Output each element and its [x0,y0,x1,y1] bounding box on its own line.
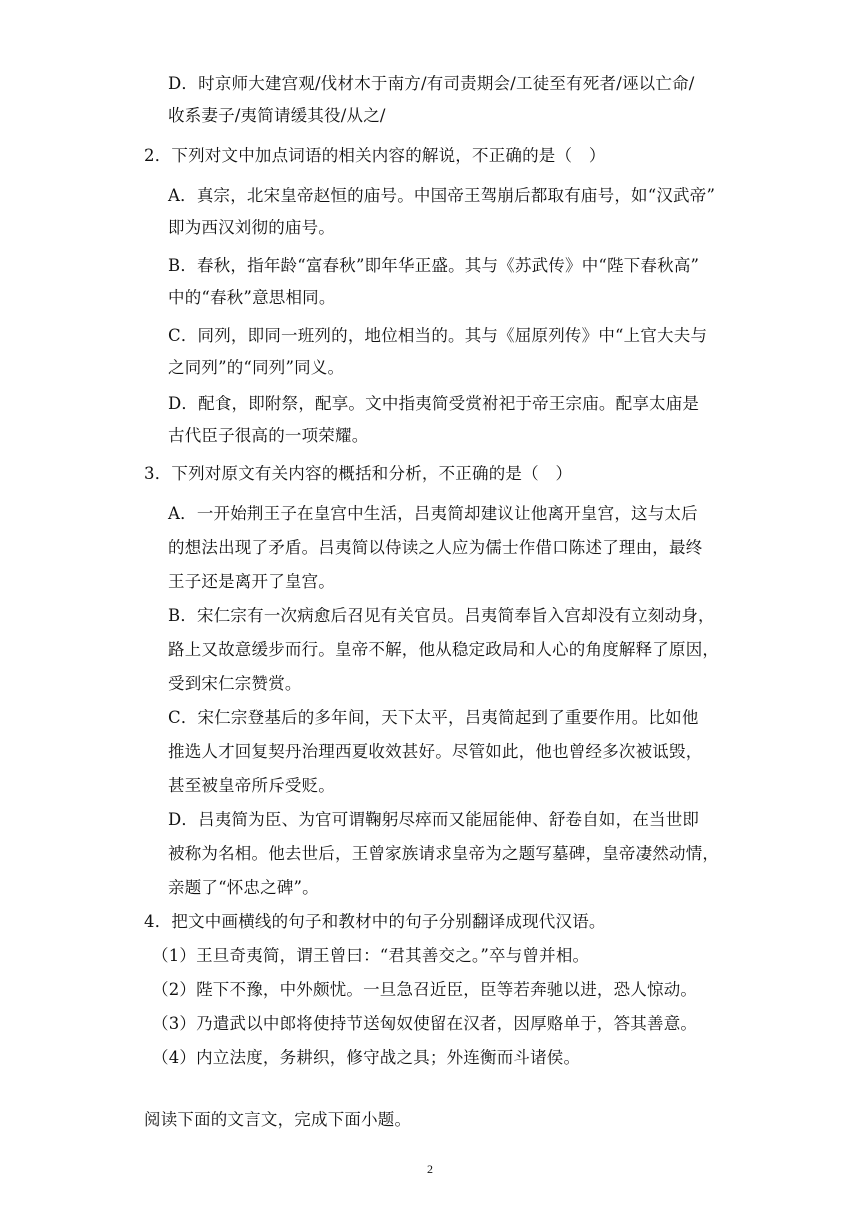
text-line-q2-b-2: 中的“春秋”意思相同。 [168,288,336,307]
text-line-q3-d-1: D．吕夷简为臣、为官可谓鞠躬尽瘁而又能屈能伸、舒卷自如，在当世即 [168,810,700,829]
text-line-q2-a-2: 即为西汉刘彻的庙号。 [168,218,335,237]
page-number: 2 [427,1162,433,1176]
text-line-q2-stem: 2．下列对文中加点词语的相关内容的解说，不正确的是（ ） [144,146,606,165]
text-line-q3-c-3: 甚至被皇帝所斥受贬。 [168,776,335,795]
text-line-q2-c-1: C．同列，即同一班列的，地位相当的。其与《屈原列传》中“上官大夫与 [168,326,708,345]
text-line-q4-2: （2）陛下不豫，中外颇忧。一旦急召近臣，臣等若奔驰以进，恐人惊动。 [152,980,698,999]
text-line-q3-d-2: 被称为名相。他去世后，王曾家族请求皇帝为之题写墓碑，皇帝凄然动情， [168,844,720,863]
text-line-q3-c-2: 推选人才回复契丹治理西夏收效甚好。尽管如此，他也曾经多次被诋毁， [168,742,703,761]
text-line-q3-a-1: A．一开始荆王子在皇宫中生活，吕夷简却建议让他离开皇宫，这与太后 [168,504,698,523]
text-line-q2-a-1: A．真宗，北宋皇帝赵恒的庙号。中国帝王驾崩后都取有庙号，如“汉武帝” [168,186,716,205]
text-line-q4-stem: 4．把文中画横线的句子和教材中的句子分别翻译成现代汉语。 [144,912,606,931]
text-line-q2-d-1: D．配食，即附祭，配享。文中指夷简受赏祔祀于帝王宗庙。配享太庙是 [168,394,700,413]
text-line-q3-d-3: 亲题了“怀忠之碑”。 [168,878,319,897]
text-line-q3-b-3: 受到宋仁宗赞赏。 [168,674,302,693]
text-line-q2-b-1: B．春秋，指年龄“富春秋”即年华正盛。其与《苏武传》中“陛下春秋高” [168,256,700,275]
text-line-q3-a-2: 的想法出现了矛盾。吕夷简以侍读之人应为儒士作借口陈述了理由，最终 [168,538,703,557]
text-line-q4-3: （3）乃遣武以中郎将使持节送匈奴使留在汉者，因厚赂单于，答其善意。 [152,1014,698,1033]
text-line-q3-stem: 3．下列对原文有关内容的概括和分析，不正确的是（ ） [144,464,573,483]
text-line-q3-b-1: B．宋仁宗有一次病愈后召见有关官员。吕夷简奉旨入宫却没有立刻动身， [168,606,715,625]
text-line-q3-b-2: 路上又故意缓步而行。皇帝不解，他从稳定政局和人心的角度解释了原因， [168,640,720,659]
text-line-q3-c-1: C．宋仁宗登基后的多年间，天下太平，吕夷简起到了重要作用。比如他 [168,708,699,727]
text-line-q4-4: （4）内立法度，务耕织，修守战之具；外连衡而斗诸侯。 [152,1048,581,1067]
text-line-q4-1: （1）王旦奇夷简，谓王曾曰：“君其善交之。”卒与曾并相。 [152,946,590,965]
text-line-q2-c-2: 之同列”的“同列”同义。 [168,358,345,377]
text-line-q1-d-1: D．时京师大建宫观/伐材木于南方/有司责期会/工徒至有死者/诬以亡命/ [168,74,695,93]
text-line-q2-d-2: 古代臣子很高的一项荣耀。 [168,426,369,445]
text-line-q3-a-3: 王子还是离开了皇宫。 [168,572,335,591]
text-line-reading-intro: 阅读下面的文言文，完成下面小题。 [144,1110,412,1129]
text-line-q1-d-2: 收系妻子/夷简请缓其役/从之/ [168,106,386,125]
